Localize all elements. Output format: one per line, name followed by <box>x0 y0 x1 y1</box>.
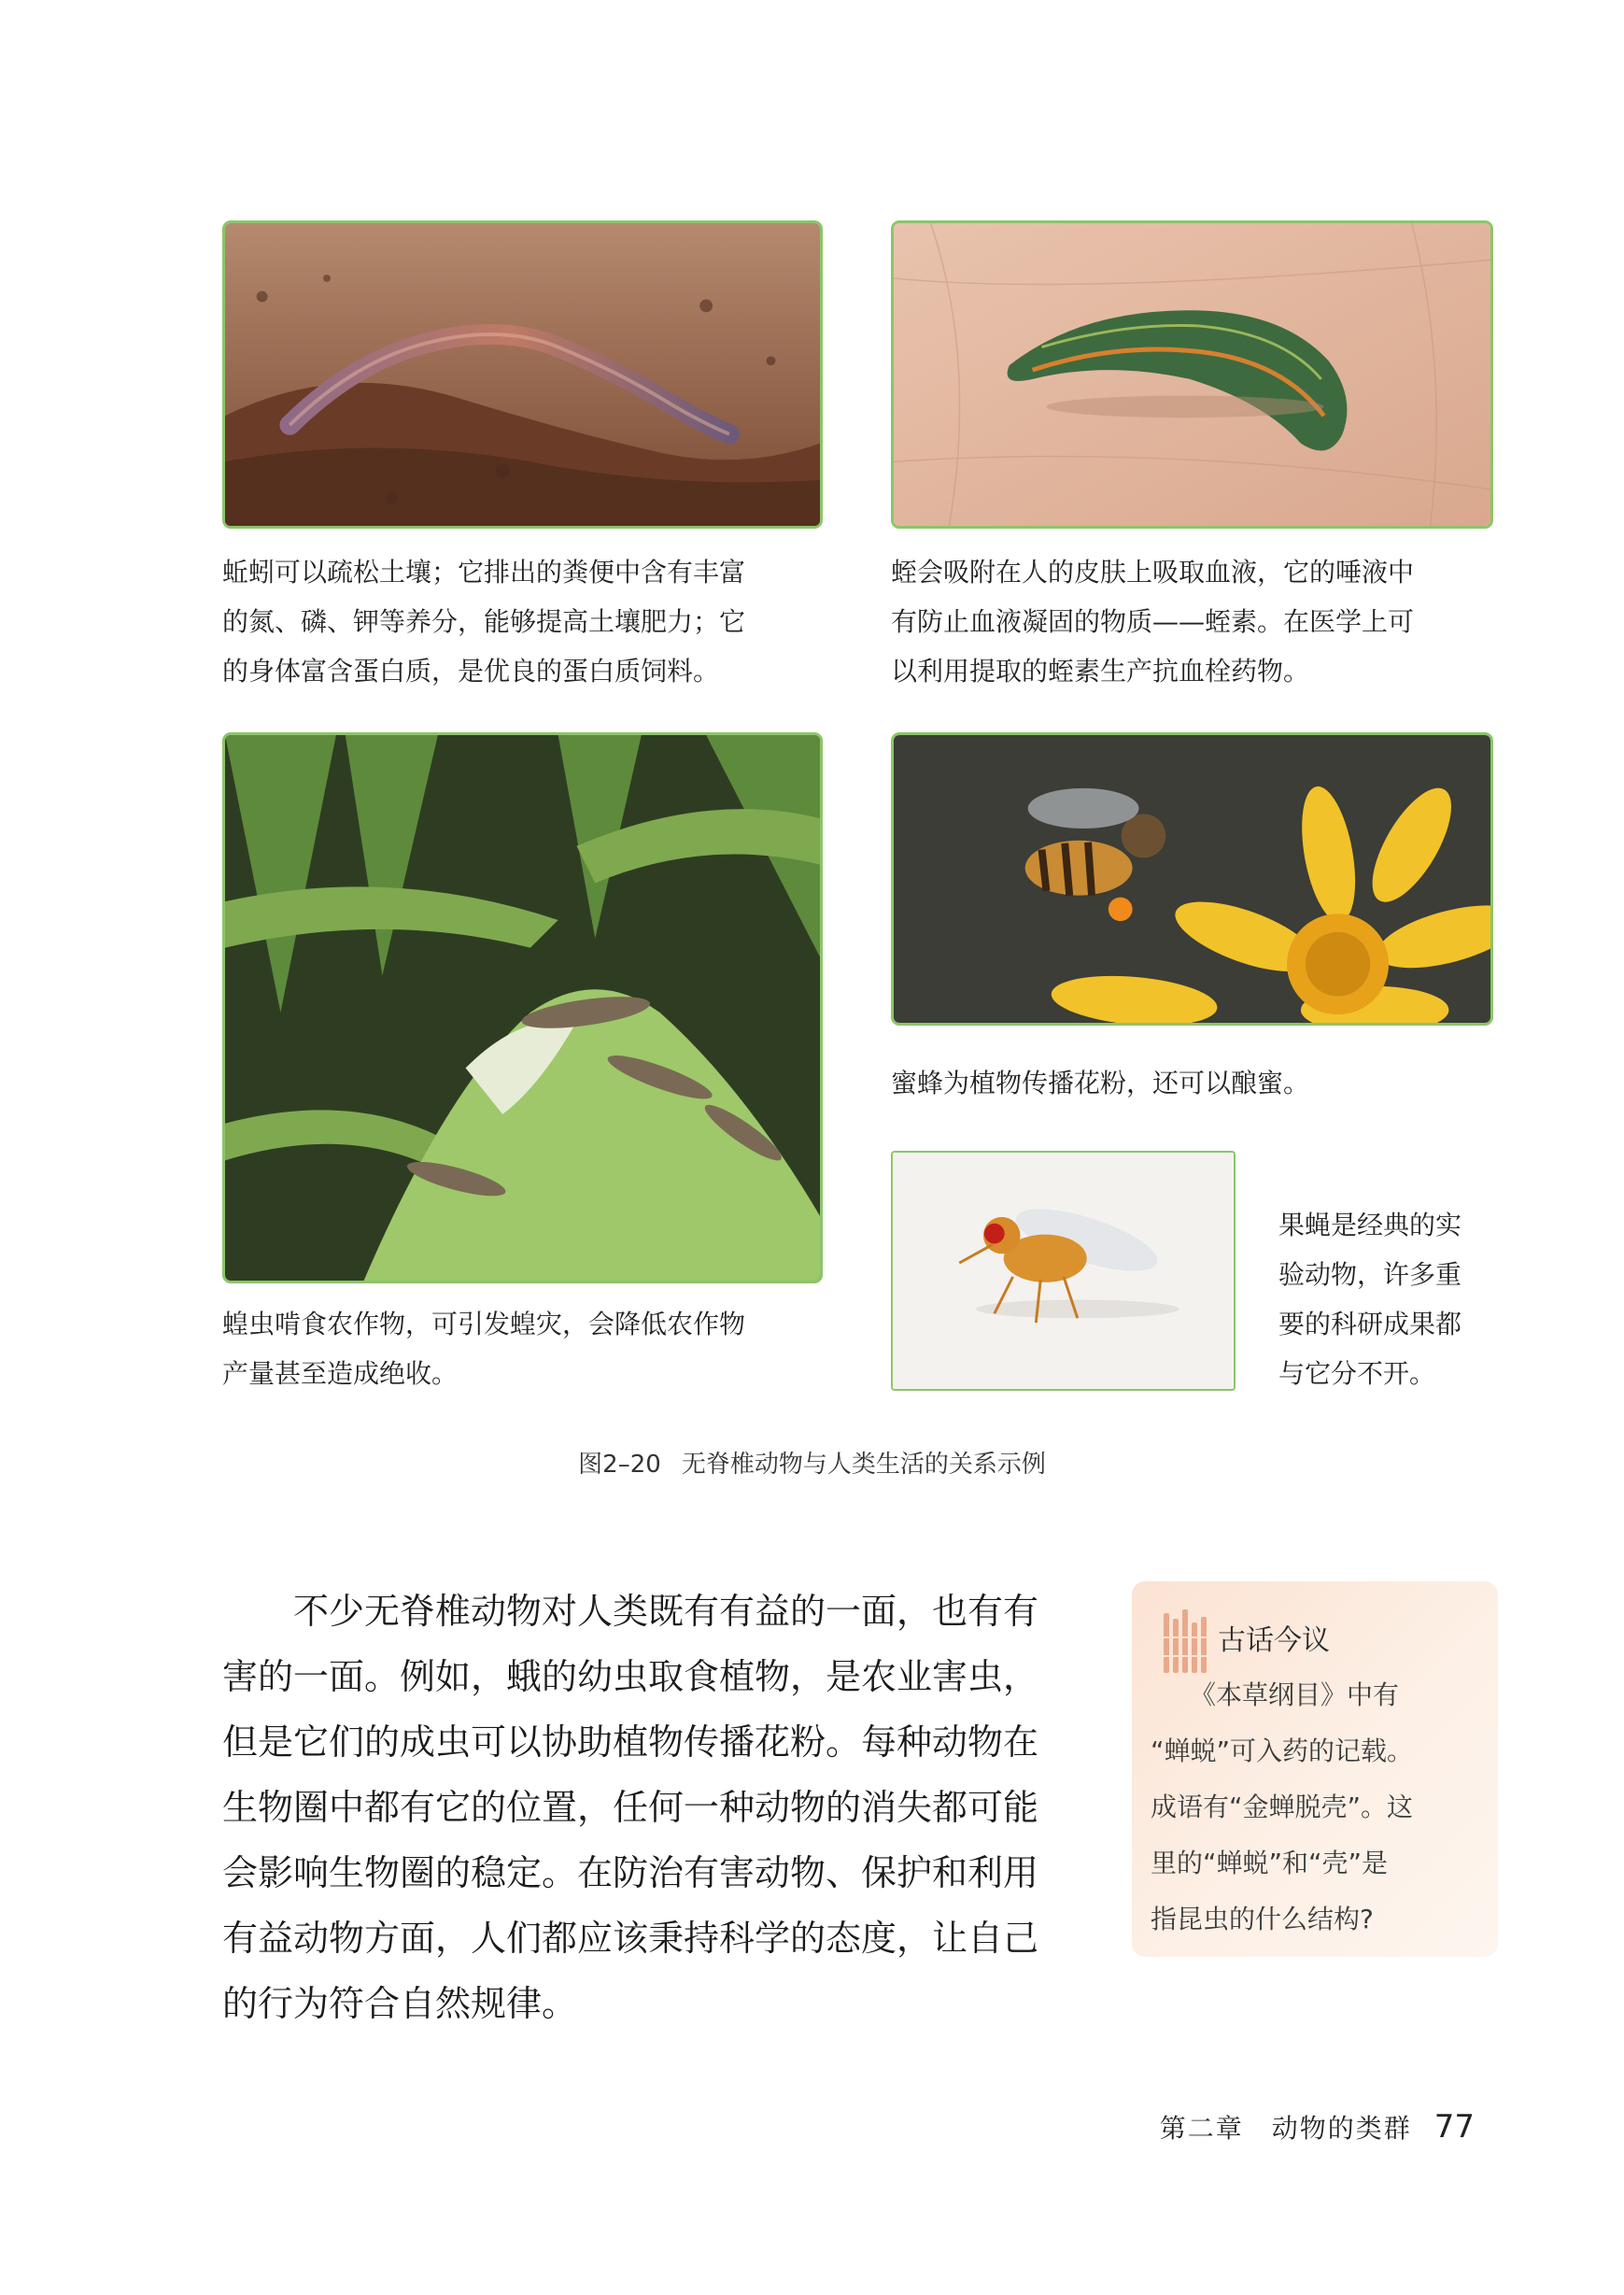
paragraph-line: 会影响生物圈的稳定。在防治有害动物、保护和利用 <box>222 1852 1039 1893</box>
locust-caption-line: 蝗虫啃食农作物，可引发蝗灾，会降低农作物 <box>222 1309 746 1339</box>
figure-title: 无脊椎动物与人类生活的关系示例 <box>681 1451 1046 1479</box>
sidebar-body <box>1151 1667 1487 1948</box>
sidebar-line: 《本草纲目》中有 <box>1151 1679 1400 1710</box>
bee-caption <box>891 1058 1309 1108</box>
earthworm-caption-line: 的身体富含蛋白质，是优良的蛋白质饲料。 <box>222 656 720 687</box>
fruit-fly-caption-line: 果蝇是经典的实 <box>1278 1210 1462 1240</box>
locust-caption-line: 产量甚至造成绝收。 <box>222 1358 459 1389</box>
leech-caption-line: 以利用提取的蛭素生产抗血栓药物。 <box>891 656 1310 687</box>
figure-caption <box>0 1445 1624 1480</box>
fruit-fly-photo <box>891 1151 1236 1391</box>
leech-caption <box>891 547 1414 696</box>
chapter-label: 第二章 动物的类群 <box>1159 2113 1412 2144</box>
page-number: 77 <box>1433 2108 1475 2146</box>
page-footer <box>1160 2108 1475 2146</box>
sidebar-line: 成语有“金蝉脱壳”。这 <box>1151 1792 1414 1822</box>
fruit-fly-caption <box>1278 1200 1462 1398</box>
fruit-fly-caption-line: 与它分不开。 <box>1278 1358 1436 1389</box>
fruit-fly-caption-line: 要的科研成果都 <box>1278 1309 1462 1339</box>
earthworm-caption-line: 蚯蚓可以疏松土壤；它排出的粪便中含有丰富 <box>222 557 746 588</box>
bee-photo <box>891 732 1493 1026</box>
sidebar-box <box>1132 1581 1498 1957</box>
leech-caption-line: 蛭会吸附在人的皮肤上吸取血液，它的唾液中 <box>891 557 1415 588</box>
body-paragraph <box>222 1579 1091 2036</box>
locust-photo <box>222 732 823 1283</box>
earthworm-caption <box>222 547 745 696</box>
sidebar-line: “蝉蜕”可入药的记载。 <box>1151 1735 1414 1766</box>
sidebar-line: 指昆虫的什么结构? <box>1151 1904 1374 1934</box>
sidebar-title: 古话今议 <box>1218 1624 1330 1657</box>
earthworm-caption-line: 的氮、磷、钾等养分，能够提高土壤肥力；它 <box>222 606 746 637</box>
bee-caption-line: 蜜蜂为植物传播花粉，还可以酿蜜。 <box>891 1068 1310 1098</box>
paragraph-line: 的行为符合自然规律。 <box>222 1983 578 2024</box>
locust-caption <box>222 1299 745 1398</box>
paragraph-line: 有益动物方面，人们都应该秉持科学的态度，让自己 <box>222 1918 1039 1959</box>
paragraph-line: 但是它们的成虫可以协助植物传播花粉。每种动物在 <box>222 1721 1039 1763</box>
paragraph-line: 害的一面。例如，蛾的幼虫取食植物，是农业害虫， <box>222 1656 1039 1697</box>
earthworm-photo <box>222 220 823 529</box>
figure-number: 图2–20 <box>578 1451 661 1479</box>
leech-photo <box>891 220 1493 529</box>
fruit-fly-caption-line: 验动物，许多重 <box>1278 1259 1462 1290</box>
sidebar-line: 里的“蝉蜕”和“壳”是 <box>1151 1848 1389 1878</box>
paragraph-line: 生物圈中都有它的位置，任何一种动物的消失都可能 <box>222 1787 1039 1828</box>
leech-caption-line: 有防止血液凝固的物质——蛭素。在医学上可 <box>891 606 1415 637</box>
paragraph-line: 不少无脊椎动物对人类既有有益的一面，也有有 <box>222 1591 1039 1632</box>
